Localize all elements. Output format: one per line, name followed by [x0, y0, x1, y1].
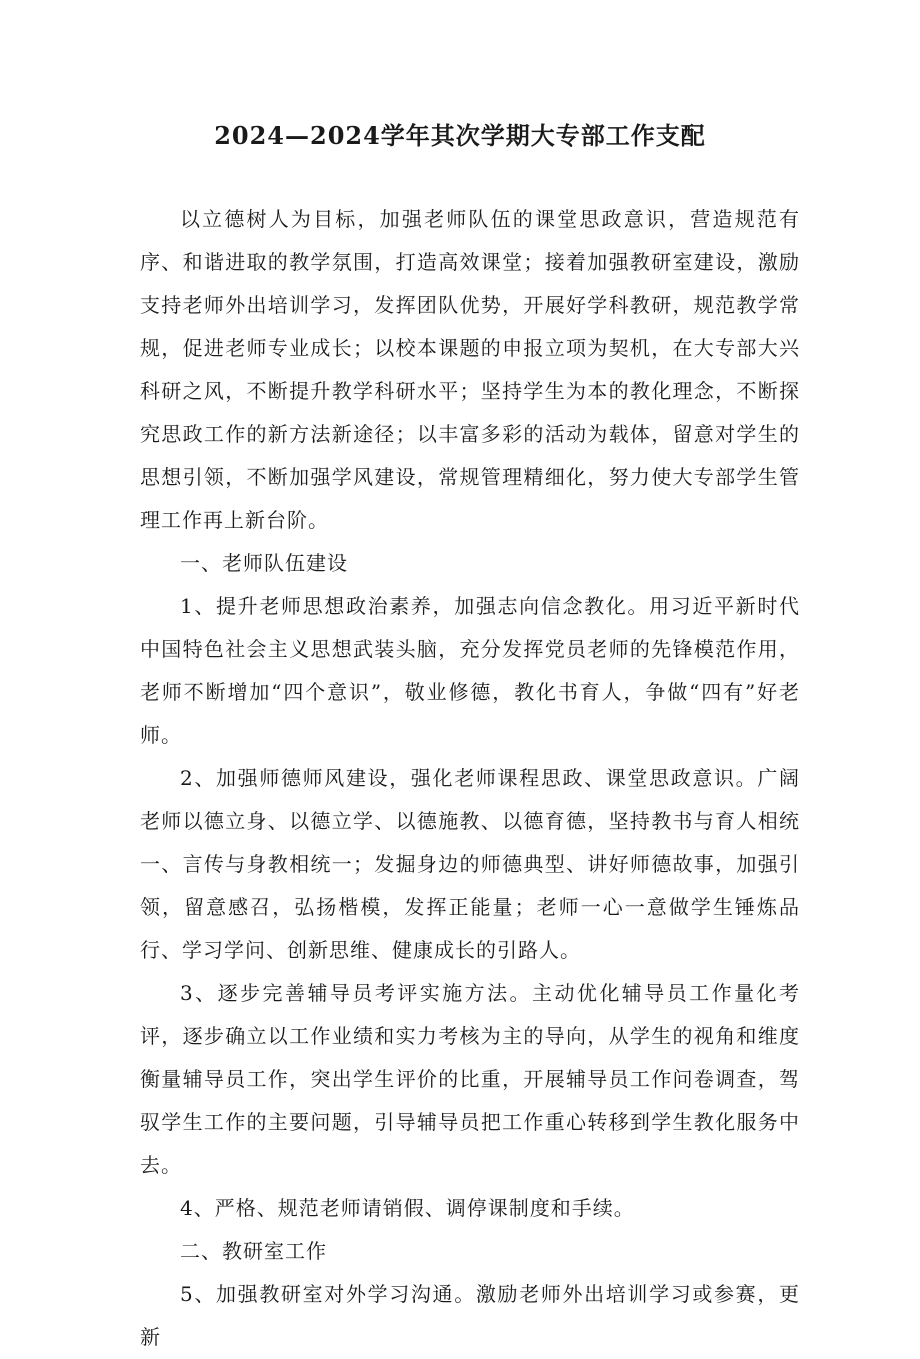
document-title: 2024—2024学年其次学期大专部工作支配: [214, 121, 706, 150]
list-item: 2、加强师德师风建设，强化老师课程思政、课堂思政意识。广阔老师以德立身、以德立学、以德施教、以德育德，坚持教书与育人相统一、言传与身教相统一；发掘身边的师德典型、讲好师德故事，加强引领，留意感召，弘扬楷模，发挥正能量；老师一心一意做学生锤炼品行、学习学问、创新思维、健康成长的引路人。: [140, 766, 800, 962]
list-item: 4、严格、规范老师请销假、调停课制度和手续。: [180, 1196, 635, 1220]
section-heading-teacher-team: 一、老师队伍建设: [180, 551, 348, 575]
document-body: [140, 198, 800, 1359]
list-item: 3、逐步完善辅导员考评实施方法。主动优化辅导员工作量化考评，逐步确立以工作业绩和实力考核为主的导向，从学生的视角和维度衡量辅导员工作，突出学生评价的比重，开展辅导员工作问卷调查，驾驭学生工作的主要问题，引导辅导员把工作重心转移到学生教化服务中去。: [140, 981, 800, 1177]
intro-paragraph: 以立德树人为目标，加强老师队伍的课堂思政意识，营造规范有序、和谐进取的教学氛围，打造高效课堂；接着加强教研室建设，激励支持老师外出培训学习，发挥团队优势，开展好学科教研，规范教学常规，促进老师专业成长；以校本课题的申报立项为契机，在大专部大兴科研之风，不断提升教学科研水平；坚持学生为本的教化理念，不断探究思政工作的新方法新途径；以丰富多彩的活动为载体，留意对学生的思想引领，不断加强学风建设，常规管理精细化，努力使大专部学生管理工作再上新台阶。: [140, 207, 800, 532]
list-item: 1、提升老师思想政治素养，加强志向信念教化。用习近平新时代中国特色社会主义思想武装头脑，充分发挥党员老师的先锋模范作用，老师不断增加“四个意识”，敬业修德，教化书育人，争做“四有”好老师。: [140, 594, 800, 747]
section-heading-teaching-research: 二、教研室工作: [180, 1239, 327, 1263]
list-item: 5、加强教研室对外学习沟通。激励老师外出培训学习或参赛，更新: [140, 1282, 800, 1349]
